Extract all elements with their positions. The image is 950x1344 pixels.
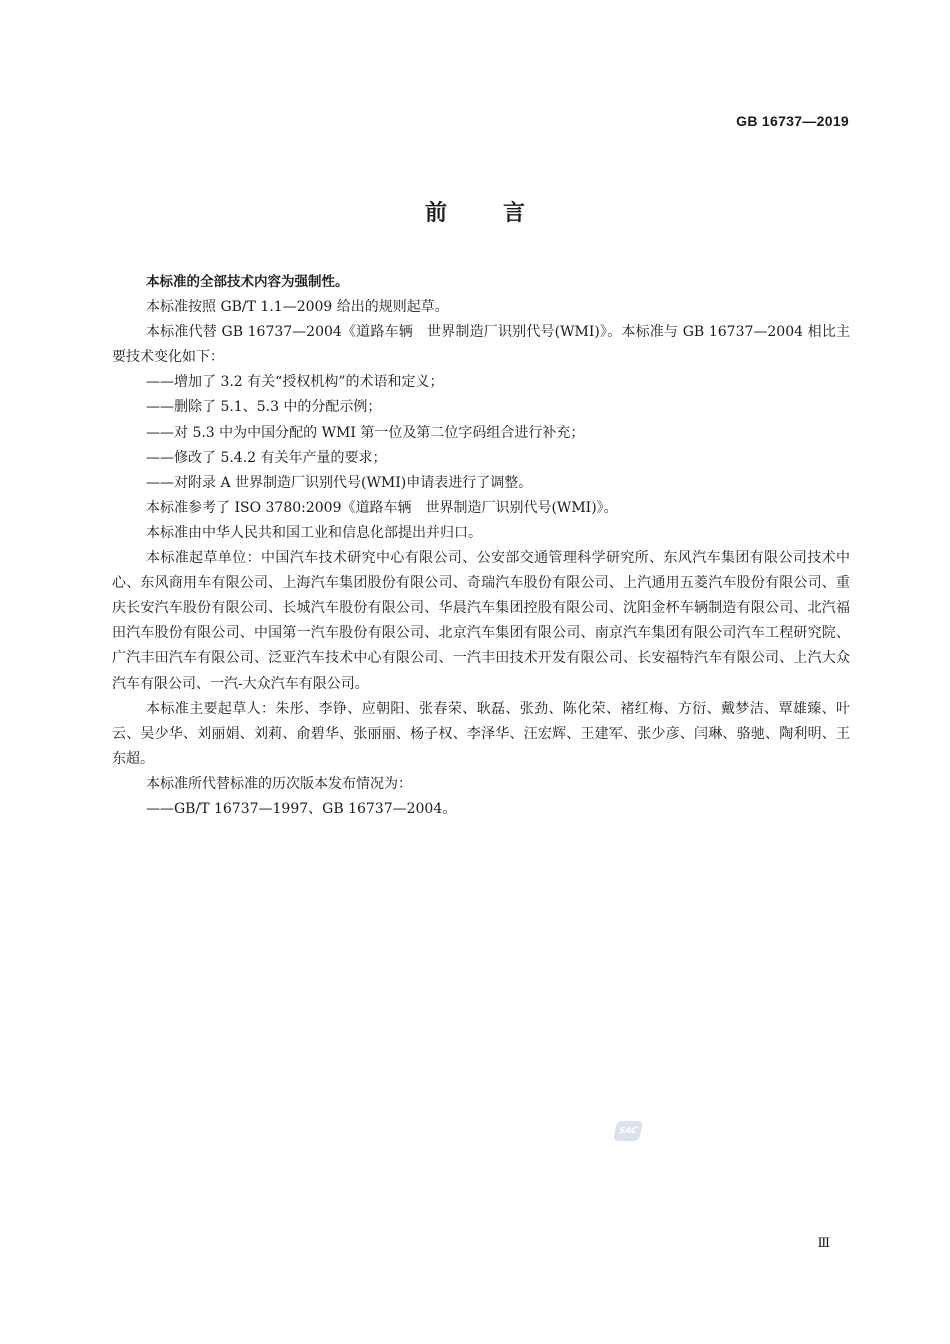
foreword-body (112, 270, 850, 822)
sac-watermark-logo: SAC (613, 1121, 643, 1141)
main-drafters: 本标准主要起草人：朱彤、李铮、应朝阳、张春荣、耿磊、张劲、陈化荣、褚红梅、方衍、戴梦洁、覃雄臻、叶云、吴少华、刘丽娟、刘莉、俞碧华、张丽丽、杨子权、李泽华、汪宏辉、王建军、张少彦、闫琳、骆驰、陶利明、王东超。 (112, 700, 850, 767)
change-item: ——删除了 5.1、5.3 中的分配示例； (146, 399, 382, 416)
history-intro: 本标准所代替标准的历次版本发布情况为： (146, 775, 412, 792)
drafting-rules: 本标准按照 GB/T 1.1—2009 给出的规则起草。 (146, 299, 449, 316)
replacement-statement: 本标准代替 GB 16737—2004《道路车辆 世界制造厂识别代号(WMI)》。本标准与 GB 16737—2004 相比主要技术变化如下： (112, 324, 850, 366)
mandatory-statement: 本标准的全部技术内容为强制性。 (146, 274, 349, 290)
standard-code: GB 16737—2019 (736, 113, 849, 129)
drafting-units: 本标准起草单位：中国汽车技术研究中心有限公司、公安部交通管理科学研究所、东风汽车集团有限公司技术中心、东风商用车有限公司、上海汽车集团股份有限公司、奇瑞汽车股份有限公司、上汽通用五菱汽车股份有限公司、重庆长安汽车股份有限公司、长城汽车股份有限公司、华晨汽车集团控股有限公司、沈阳金杯车辆制造有限公司、北汽福田汽车股份有限公司、中国第一汽车股份有限公司、北京汽车集团有限公司、南京汽车集团有限公司汽车工程研究院、广汽丰田汽车有限公司、泛亚汽车技术中心有限公司、一汽丰田技术开发有限公司、长安福特汽车有限公司、上汽大众汽车有限公司、一汽-大众汽车有限公司。 (112, 550, 850, 692)
change-item: ——对 5.3 中为中国分配的 WMI 第一位及第二位字码组合进行补充； (146, 424, 585, 441)
change-item: ——对附录 A 世界制造厂识别代号(WMI)申请表进行了调整。 (146, 474, 533, 491)
history-item: ——GB/T 16737—1997、GB 16737—2004。 (146, 800, 457, 817)
page-number: Ⅲ (817, 1236, 830, 1251)
reference-statement: 本标准参考了 ISO 3780:2009《道路车辆 世界制造厂识别代号(WMI)》。 (146, 499, 618, 516)
page-title: 前言 (424, 201, 581, 226)
change-item: ——增加了 3.2 有关“授权机构”的术语和定义； (146, 374, 444, 391)
proposer-statement: 本标准由中华人民共和国工业和信息化部提出并归口。 (146, 524, 482, 541)
change-item: ——修改了 5.4.2 有关年产量的要求； (146, 449, 387, 466)
